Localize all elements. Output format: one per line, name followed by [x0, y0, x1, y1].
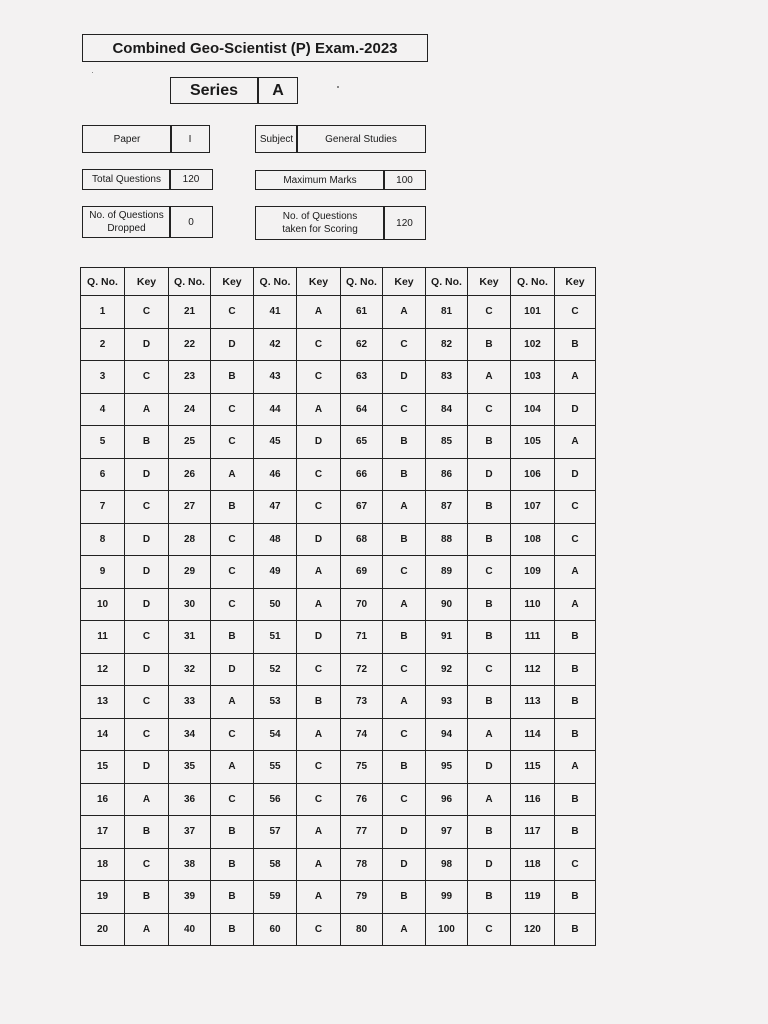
question-number-cell: 44 [254, 393, 297, 426]
answer-key-cell: C [555, 848, 596, 881]
answer-key-cell: A [297, 588, 341, 621]
header-qno: Q. No. [81, 268, 125, 296]
answer-key-cell: B [555, 913, 596, 946]
question-number-cell: 20 [81, 913, 125, 946]
answer-key-cell: C [125, 296, 169, 329]
question-number-cell: 15 [81, 751, 125, 784]
answer-key-cell: D [555, 393, 596, 426]
answer-key-cell: D [125, 588, 169, 621]
answer-key-cell: A [211, 686, 254, 719]
question-number-cell: 39 [169, 881, 211, 914]
question-number-cell: 103 [511, 361, 555, 394]
answer-key-cell: B [555, 621, 596, 654]
answer-key-cell: B [383, 881, 426, 914]
question-number-cell: 113 [511, 686, 555, 719]
question-number-cell: 100 [426, 913, 468, 946]
answer-key-cell: C [125, 718, 169, 751]
max-marks-value: 100 [383, 170, 426, 190]
answer-key-cell: D [125, 328, 169, 361]
answer-key-cell: B [211, 491, 254, 524]
answer-key-cell: C [297, 653, 341, 686]
answer-key-cell: C [383, 556, 426, 589]
answer-key-cell: C [383, 783, 426, 816]
question-number-cell: 77 [341, 816, 383, 849]
subject-label: Subject [255, 125, 298, 153]
table-header-row [81, 268, 596, 296]
header-key: Key [383, 268, 426, 296]
answer-key-cell: C [468, 556, 511, 589]
header-qno: Q. No. [511, 268, 555, 296]
answer-key-cell: C [297, 361, 341, 394]
answer-key-cell: D [125, 751, 169, 784]
answer-key-cell: A [297, 816, 341, 849]
question-number-cell: 86 [426, 458, 468, 491]
answer-key-cell: D [468, 751, 511, 784]
question-number-cell: 73 [341, 686, 383, 719]
answer-key-cell: B [555, 653, 596, 686]
answer-key-table [80, 267, 596, 946]
question-number-cell: 51 [254, 621, 297, 654]
question-number-cell: 36 [169, 783, 211, 816]
question-number-cell: 63 [341, 361, 383, 394]
question-number-cell: 80 [341, 913, 383, 946]
question-number-cell: 25 [169, 426, 211, 459]
question-number-cell: 49 [254, 556, 297, 589]
answer-key-cell: A [297, 848, 341, 881]
question-number-cell: 117 [511, 816, 555, 849]
question-number-cell: 47 [254, 491, 297, 524]
answer-key-cell: C [297, 491, 341, 524]
question-number-cell: 6 [81, 458, 125, 491]
header-qno: Q. No. [169, 268, 211, 296]
answer-key-cell: C [125, 686, 169, 719]
question-number-cell: 60 [254, 913, 297, 946]
table-row [81, 556, 596, 589]
question-number-cell: 119 [511, 881, 555, 914]
answer-key-cell: A [297, 296, 341, 329]
question-number-cell: 59 [254, 881, 297, 914]
answer-key-cell: B [125, 881, 169, 914]
question-number-cell: 23 [169, 361, 211, 394]
question-number-cell: 37 [169, 816, 211, 849]
answer-key-cell: A [383, 296, 426, 329]
question-number-cell: 90 [426, 588, 468, 621]
table-row [81, 783, 596, 816]
question-number-cell: 109 [511, 556, 555, 589]
answer-key-cell: D [297, 426, 341, 459]
question-number-cell: 79 [341, 881, 383, 914]
dropped-value: 0 [169, 206, 213, 238]
answer-key-cell: D [211, 328, 254, 361]
question-number-cell: 76 [341, 783, 383, 816]
answer-key-cell: A [383, 913, 426, 946]
answer-key-cell: C [125, 848, 169, 881]
question-number-cell: 14 [81, 718, 125, 751]
table-row [81, 913, 596, 946]
answer-key-cell: A [125, 783, 169, 816]
answer-key-cell: B [468, 621, 511, 654]
question-number-cell: 85 [426, 426, 468, 459]
question-number-cell: 118 [511, 848, 555, 881]
question-number-cell: 106 [511, 458, 555, 491]
table-row [81, 653, 596, 686]
question-number-cell: 61 [341, 296, 383, 329]
header-key: Key [297, 268, 341, 296]
question-number-cell: 13 [81, 686, 125, 719]
answer-key-cell: C [211, 718, 254, 751]
header-key: Key [468, 268, 511, 296]
question-number-cell: 48 [254, 523, 297, 556]
answer-key-cell: D [383, 848, 426, 881]
answer-key-cell: C [297, 783, 341, 816]
header-key: Key [211, 268, 254, 296]
answer-key-cell: A [468, 718, 511, 751]
answer-key-cell: C [211, 426, 254, 459]
answer-key-cell: C [297, 913, 341, 946]
table-row [81, 296, 596, 329]
question-number-cell: 104 [511, 393, 555, 426]
answer-key-cell: B [468, 523, 511, 556]
header-key: Key [125, 268, 169, 296]
question-number-cell: 10 [81, 588, 125, 621]
question-number-cell: 21 [169, 296, 211, 329]
answer-key-cell: C [211, 523, 254, 556]
answer-key-cell: B [468, 426, 511, 459]
question-number-cell: 11 [81, 621, 125, 654]
question-number-cell: 58 [254, 848, 297, 881]
answer-key-cell: A [555, 556, 596, 589]
question-number-cell: 94 [426, 718, 468, 751]
scoring-value: 120 [383, 206, 426, 240]
question-number-cell: 45 [254, 426, 297, 459]
question-number-cell: 64 [341, 393, 383, 426]
question-number-cell: 68 [341, 523, 383, 556]
question-number-cell: 18 [81, 848, 125, 881]
answer-key-cell: B [555, 881, 596, 914]
table-row [81, 491, 596, 524]
answer-key-cell: B [211, 913, 254, 946]
answer-key-cell: B [468, 328, 511, 361]
answer-key-cell: C [211, 556, 254, 589]
scoring-label-line-1: No. of Questions [282, 211, 358, 222]
answer-key-cell: B [468, 686, 511, 719]
answer-key-cell: C [125, 361, 169, 394]
answer-key-cell: B [383, 751, 426, 784]
question-number-cell: 65 [341, 426, 383, 459]
answer-key-cell: D [468, 458, 511, 491]
question-number-cell: 82 [426, 328, 468, 361]
answer-key-cell: A [383, 588, 426, 621]
question-number-cell: 84 [426, 393, 468, 426]
answer-key-cell: B [468, 588, 511, 621]
header-key: Key [555, 268, 596, 296]
question-number-cell: 31 [169, 621, 211, 654]
question-number-cell: 42 [254, 328, 297, 361]
paper-label: Paper [82, 125, 172, 153]
question-number-cell: 30 [169, 588, 211, 621]
answer-key-cell: B [211, 848, 254, 881]
answer-key-cell: A [383, 491, 426, 524]
paper-value: I [170, 125, 210, 153]
question-number-cell: 33 [169, 686, 211, 719]
question-number-cell: 28 [169, 523, 211, 556]
answer-key-cell: A [211, 751, 254, 784]
question-number-cell: 108 [511, 523, 555, 556]
answer-key-cell: C [468, 913, 511, 946]
answer-key-cell: C [125, 491, 169, 524]
answer-key-cell: A [125, 913, 169, 946]
question-number-cell: 112 [511, 653, 555, 686]
question-number-cell: 17 [81, 816, 125, 849]
answer-key-cell: C [125, 621, 169, 654]
question-number-cell: 22 [169, 328, 211, 361]
question-number-cell: 97 [426, 816, 468, 849]
question-number-cell: 62 [341, 328, 383, 361]
answer-key-cell: B [125, 816, 169, 849]
question-number-cell: 55 [254, 751, 297, 784]
dropped-label-line-1: No. of Questions [89, 210, 164, 221]
max-marks-label: Maximum Marks [255, 170, 385, 190]
answer-key-cell: B [211, 881, 254, 914]
question-number-cell: 101 [511, 296, 555, 329]
answer-key-cell: B [383, 523, 426, 556]
answer-key-cell: A [297, 556, 341, 589]
answer-key-cell: C [297, 458, 341, 491]
question-number-cell: 83 [426, 361, 468, 394]
answer-key-cell: B [555, 718, 596, 751]
question-number-cell: 26 [169, 458, 211, 491]
paper-speck [92, 72, 93, 73]
answer-key-cell: C [297, 751, 341, 784]
question-number-cell: 7 [81, 491, 125, 524]
question-number-cell: 70 [341, 588, 383, 621]
header-qno: Q. No. [341, 268, 383, 296]
question-number-cell: 8 [81, 523, 125, 556]
answer-key-cell: C [555, 491, 596, 524]
question-number-cell: 27 [169, 491, 211, 524]
question-number-cell: 4 [81, 393, 125, 426]
question-number-cell: 43 [254, 361, 297, 394]
answer-key-cell: B [555, 783, 596, 816]
question-number-cell: 38 [169, 848, 211, 881]
answer-key-cell: A [125, 393, 169, 426]
question-number-cell: 56 [254, 783, 297, 816]
question-number-cell: 46 [254, 458, 297, 491]
question-number-cell: 29 [169, 556, 211, 589]
dropped-label [82, 206, 171, 238]
answer-key-cell: B [555, 328, 596, 361]
answer-key-cell: C [555, 296, 596, 329]
question-number-cell: 12 [81, 653, 125, 686]
table-row [81, 718, 596, 751]
answer-key-cell: D [211, 653, 254, 686]
answer-key-cell: A [297, 393, 341, 426]
answer-key-cell: B [468, 881, 511, 914]
question-number-cell: 111 [511, 621, 555, 654]
answer-key-cell: B [383, 621, 426, 654]
question-number-cell: 41 [254, 296, 297, 329]
question-number-cell: 53 [254, 686, 297, 719]
question-number-cell: 120 [511, 913, 555, 946]
total-questions-value: 120 [169, 169, 213, 190]
table-row [81, 328, 596, 361]
answer-key-cell: D [383, 361, 426, 394]
question-number-cell: 16 [81, 783, 125, 816]
answer-key-cell: B [211, 816, 254, 849]
total-questions-label: Total Questions [82, 169, 171, 190]
question-number-cell: 71 [341, 621, 383, 654]
answer-key-cell: C [468, 393, 511, 426]
question-number-cell: 78 [341, 848, 383, 881]
question-number-cell: 50 [254, 588, 297, 621]
answer-key-cell: D [555, 458, 596, 491]
table-row [81, 426, 596, 459]
question-number-cell: 67 [341, 491, 383, 524]
answer-key-cell: D [297, 523, 341, 556]
question-number-cell: 57 [254, 816, 297, 849]
question-number-cell: 9 [81, 556, 125, 589]
question-number-cell: 52 [254, 653, 297, 686]
answer-key-cell: A [383, 686, 426, 719]
question-number-cell: 96 [426, 783, 468, 816]
question-number-cell: 19 [81, 881, 125, 914]
answer-key-cell: D [383, 816, 426, 849]
table-row [81, 881, 596, 914]
answer-key-cell: C [211, 296, 254, 329]
answer-key-cell: D [125, 653, 169, 686]
question-number-cell: 72 [341, 653, 383, 686]
answer-key-cell: C [211, 783, 254, 816]
question-number-cell: 88 [426, 523, 468, 556]
question-number-cell: 95 [426, 751, 468, 784]
question-number-cell: 5 [81, 426, 125, 459]
answer-key-cell: A [555, 426, 596, 459]
question-number-cell: 54 [254, 718, 297, 751]
question-number-cell: 66 [341, 458, 383, 491]
question-number-cell: 92 [426, 653, 468, 686]
answer-key-cell: C [211, 393, 254, 426]
answer-key-cell: D [297, 621, 341, 654]
answer-key-cell: C [383, 718, 426, 751]
question-number-cell: 102 [511, 328, 555, 361]
question-number-cell: 107 [511, 491, 555, 524]
answer-key-cell: A [297, 881, 341, 914]
table-row [81, 588, 596, 621]
question-number-cell: 115 [511, 751, 555, 784]
question-number-cell: 40 [169, 913, 211, 946]
exam-title: Combined Geo-Scientist (P) Exam.-2023 [82, 34, 428, 62]
scoring-label-line-2: taken for Scoring [282, 224, 358, 235]
question-number-cell: 1 [81, 296, 125, 329]
question-number-cell: 105 [511, 426, 555, 459]
answer-key-cell: B [211, 621, 254, 654]
table-row [81, 848, 596, 881]
answer-key-cell: D [468, 848, 511, 881]
question-number-cell: 3 [81, 361, 125, 394]
answer-key-cell: A [555, 361, 596, 394]
answer-key-cell: A [468, 361, 511, 394]
table-row [81, 686, 596, 719]
answer-key-cell: A [555, 588, 596, 621]
answer-key-cell: C [555, 523, 596, 556]
table-row [81, 393, 596, 426]
question-number-cell: 34 [169, 718, 211, 751]
table-row [81, 458, 596, 491]
question-number-cell: 114 [511, 718, 555, 751]
series-label: Series [170, 77, 258, 104]
scoring-label [255, 206, 385, 240]
answer-key-cell: D [125, 523, 169, 556]
table-row [81, 751, 596, 784]
subject-value: General Studies [296, 125, 426, 153]
question-number-cell: 75 [341, 751, 383, 784]
table-row [81, 621, 596, 654]
dropped-label-line-2: Dropped [107, 223, 146, 234]
series-value: A [258, 77, 298, 104]
question-number-cell: 81 [426, 296, 468, 329]
question-number-cell: 99 [426, 881, 468, 914]
question-number-cell: 110 [511, 588, 555, 621]
question-number-cell: 74 [341, 718, 383, 751]
question-number-cell: 93 [426, 686, 468, 719]
answer-key-cell: C [383, 393, 426, 426]
question-number-cell: 91 [426, 621, 468, 654]
question-number-cell: 35 [169, 751, 211, 784]
answer-key-cell: B [383, 426, 426, 459]
table-row [81, 523, 596, 556]
question-number-cell: 89 [426, 556, 468, 589]
answer-key-cell: B [468, 491, 511, 524]
paper-speck [337, 86, 339, 88]
question-number-cell: 69 [341, 556, 383, 589]
answer-key-cell: D [125, 556, 169, 589]
answer-key-cell: B [211, 361, 254, 394]
answer-key-cell: C [468, 653, 511, 686]
answer-key-cell: A [555, 751, 596, 784]
question-number-cell: 2 [81, 328, 125, 361]
header-qno: Q. No. [254, 268, 297, 296]
answer-key-cell: C [211, 588, 254, 621]
question-number-cell: 24 [169, 393, 211, 426]
question-number-cell: 87 [426, 491, 468, 524]
answer-key-cell: C [383, 653, 426, 686]
answer-key-cell: B [297, 686, 341, 719]
answer-key-cell: A [468, 783, 511, 816]
answer-key-cell: A [211, 458, 254, 491]
answer-key-cell: B [555, 686, 596, 719]
answer-key-cell: C [297, 328, 341, 361]
answer-key-cell: B [555, 816, 596, 849]
answer-key-cell: B [383, 458, 426, 491]
question-number-cell: 98 [426, 848, 468, 881]
answer-key-cell: A [297, 718, 341, 751]
table-row [81, 816, 596, 849]
question-number-cell: 32 [169, 653, 211, 686]
table-row [81, 361, 596, 394]
answer-key-cell: B [468, 816, 511, 849]
answer-key-cell: C [468, 296, 511, 329]
answer-key-cell: D [125, 458, 169, 491]
answer-key-cell: C [383, 328, 426, 361]
header-qno: Q. No. [426, 268, 468, 296]
question-number-cell: 116 [511, 783, 555, 816]
answer-key-cell: B [125, 426, 169, 459]
